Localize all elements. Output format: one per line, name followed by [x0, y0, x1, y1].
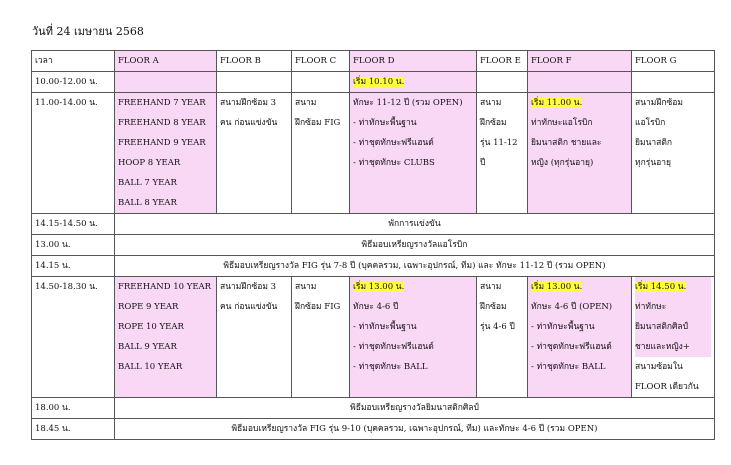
floor-e-cell — [477, 93, 528, 214]
schedule-table — [31, 50, 715, 440]
floor-c-cell — [292, 72, 350, 93]
time-cell: 13.00 น. — [32, 235, 115, 256]
event-item: - ท่าชุดทักษะฟรีแฮนด์ — [353, 342, 434, 352]
floor-g-cell — [632, 93, 715, 214]
event-item: คน ก่อนแข่งขัน — [220, 118, 278, 128]
header-floor-g: FLOOR G — [632, 51, 715, 72]
event-item: สนามซ้อมใน — [635, 362, 683, 372]
start-time-line — [635, 277, 711, 297]
event-item: สนามฝึกซ้อม — [635, 98, 683, 108]
time-cell: 11.00-14.00 น. — [32, 93, 115, 214]
floor-g-cell — [632, 277, 715, 398]
event-item: ปี — [480, 158, 486, 168]
event-item: สนามฝึกซ้อม 3 — [220, 98, 277, 108]
header-floor-b: FLOOR B — [217, 51, 292, 72]
event-item: ท่าทักษะ — [635, 297, 711, 317]
event-item: FREEHAND 9 YEAR — [118, 138, 206, 148]
event-item: ฝึกซ้อม — [480, 118, 507, 128]
event-item: BALL 7 YEAR — [118, 178, 177, 188]
event-item: - ท่าชุดทักษะ BALL — [353, 362, 428, 372]
event-item: สนาม — [480, 98, 502, 108]
event-item: คน ก่อนแข่งขัน — [220, 302, 278, 312]
event-item: ทักษะ 11-12 ปี (รวม OPEN) — [353, 98, 463, 108]
floor-e-cell — [477, 72, 528, 93]
time-cell: 18.45 น. — [32, 419, 115, 440]
floor-f-cell — [528, 72, 632, 93]
floor-e-cell — [477, 277, 528, 398]
event-item: BALL 9 YEAR — [118, 342, 177, 352]
start-time-line — [531, 93, 628, 113]
floor-c-cell — [292, 93, 350, 214]
floor-b-cell — [217, 72, 292, 93]
floor-d-cell — [350, 277, 477, 398]
event-item: FREEHAND 8 YEAR — [118, 118, 206, 128]
event-item: - ท่าทักษะพื้นฐาน — [353, 118, 417, 128]
floor-f-cell — [528, 277, 632, 398]
event-item: FREEHAND 10 YEAR — [118, 282, 212, 292]
floor-a-cell — [115, 72, 217, 93]
header-floor-c: FLOOR C — [292, 51, 350, 72]
table-row — [32, 398, 715, 419]
floor-b-cell — [217, 93, 292, 214]
event-item: HOOP 8 YEAR — [118, 158, 181, 168]
header-floor-a: FLOOR A — [115, 51, 217, 72]
event-item: - ท่าทักษะพื้นฐาน — [531, 322, 595, 332]
header-floor-d: FLOOR D — [350, 51, 477, 72]
event-item: - ท่าชุดทักษะ CLUBS — [353, 158, 435, 168]
merged-note-cell: พิธีมอบเหรียญรางวัลยิมนาสติกศิลป์ — [115, 398, 715, 419]
start-time-highlight: เริ่ม 13.00 น. — [353, 282, 405, 292]
merged-note-cell: พิธีมอบเหรียญรางวัล FIG รุ่น 7-8 ปี (บุคคลรวม, เฉพาะอุปกรณ์, ทีม) และ ทักษะ 11-12 ปี (รวม OPEN) — [115, 256, 715, 277]
event-item: ฝึกซ้อม FIG — [295, 302, 341, 312]
merged-note-cell: พิธีมอบเหรียญรางวัลแอโรบิก — [115, 235, 715, 256]
event-item: ยิมนาสติก — [635, 138, 673, 148]
floor-g-cell — [632, 72, 715, 93]
event-item: แอโรบิก — [635, 118, 666, 128]
event-item: - ท่าชุดทักษะฟรีแฮนด์ — [353, 138, 434, 148]
floor-a-cell — [115, 93, 217, 214]
header-row — [32, 51, 715, 72]
table-row — [32, 214, 715, 235]
table-row — [32, 277, 715, 398]
event-item: สนาม — [295, 282, 317, 292]
event-item: รุ่น 11-12 — [480, 138, 518, 148]
table-row — [32, 419, 715, 440]
table-row — [32, 93, 715, 214]
event-item: - ท่าทักษะพื้นฐาน — [353, 322, 417, 332]
time-cell: 14.15-14.50 น. — [32, 214, 115, 235]
floor-b-cell — [217, 277, 292, 398]
floor-a-cell — [115, 277, 217, 398]
event-item: FLOOR เดียวกัน — [635, 382, 699, 392]
time-cell: 18.00 น. — [32, 398, 115, 419]
floor-f-cell — [528, 93, 632, 214]
floor-d-cell — [350, 93, 477, 214]
start-time-highlight: เริ่ม 11.00 น. — [531, 98, 583, 108]
event-item: - ท่าชุดทักษะฟรีแฮนด์ — [531, 342, 612, 352]
start-time-line — [353, 277, 473, 297]
event-item: สนามฝึกซ้อม 3 — [220, 282, 277, 292]
header-floor-f: FLOOR F — [528, 51, 632, 72]
time-cell: 10.00-12.00 น. — [32, 72, 115, 93]
event-item: ทุกรุ่นอายุ — [635, 158, 671, 168]
event-item: ฝึกซ้อม FIG — [295, 118, 341, 128]
start-time-highlight: เริ่ม 13.00 น. — [531, 282, 583, 292]
event-item: ยิมนาสติก ชายและ — [531, 138, 602, 148]
merged-note-cell: พิธีมอบเหรียญรางวัล FIG รุ่น 9-10 (บุคคลรวม, เฉพาะอุปกรณ์, ทีม) และทักษะ 4-6 ปี (รวม OPEN) — [115, 419, 715, 440]
header-time: เวลา — [32, 51, 115, 72]
floor-c-cell — [292, 277, 350, 398]
time-cell: 14.50-18.30 น. — [32, 277, 115, 398]
event-item: ROPE 10 YEAR — [118, 322, 184, 332]
start-time-highlight: เริ่ม 10.10 น. — [353, 77, 405, 87]
event-item: - ท่าชุดทักษะ BALL — [531, 362, 606, 372]
table-row — [32, 235, 715, 256]
start-time-line — [531, 277, 628, 297]
merged-note-cell: พักการแข่งขัน — [115, 214, 715, 235]
header-floor-e: FLOOR E — [477, 51, 528, 72]
table-row — [32, 256, 715, 277]
document-date-title: วันที่ 24 เมษายน 2568 — [32, 25, 144, 38]
event-item: สนาม — [295, 98, 317, 108]
event-item: ท่าทักษะแอโรบิก — [531, 118, 593, 128]
event-item: ทักษะ 4-6 ปี (OPEN) — [531, 302, 613, 312]
time-cell: 14.15 น. — [32, 256, 115, 277]
event-item: ฝึกซ้อม — [480, 302, 507, 312]
event-item: ชายและหญิง+ — [635, 337, 711, 357]
event-item: FREEHAND 7 YEAR — [118, 98, 206, 108]
event-item: หญิง (ทุกรุ่นอายุ) — [531, 158, 594, 168]
event-item: BALL 8 YEAR — [118, 198, 177, 208]
event-item: BALL 10 YEAR — [118, 362, 183, 372]
event-item: ยิมนาสติกศิลป์ — [635, 317, 711, 337]
event-item: ROPE 9 YEAR — [118, 302, 179, 312]
floor-d-cell — [350, 72, 477, 93]
event-item: รุ่น 4-6 ปี — [480, 322, 515, 332]
event-item: ทักษะ 4-6 ปี — [353, 302, 399, 312]
start-time-highlight: เริ่ม 14.50 น. — [635, 282, 687, 292]
table-row — [32, 72, 715, 93]
event-item: สนาม — [480, 282, 502, 292]
